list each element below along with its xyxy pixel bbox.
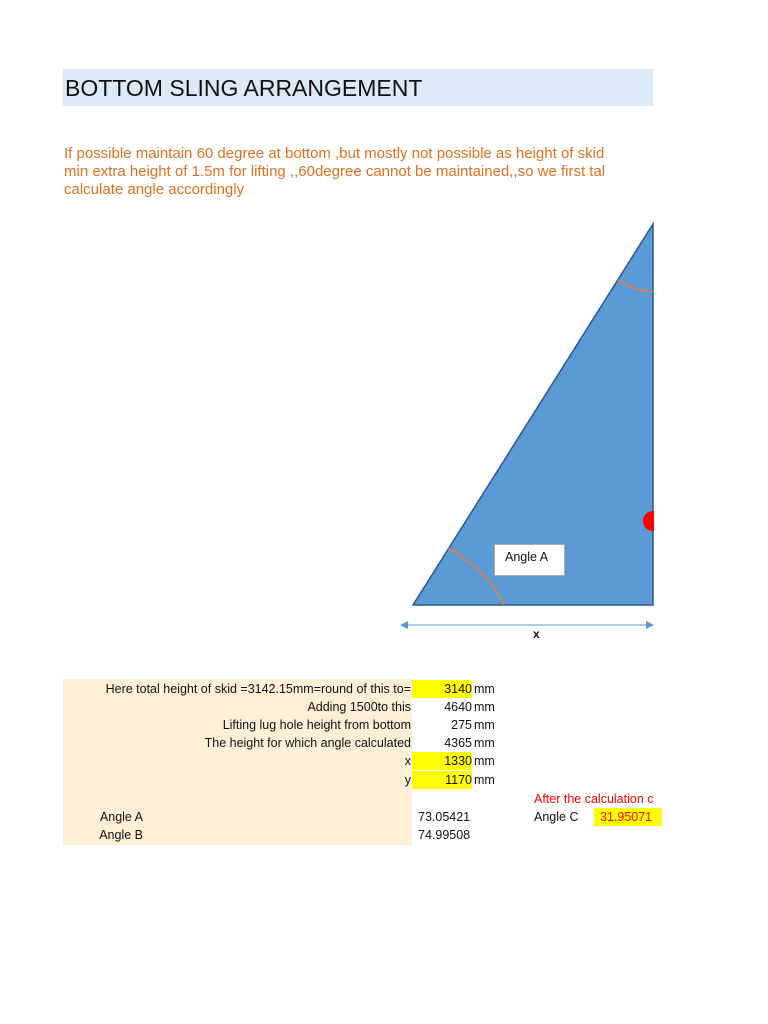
after-calculation-note: After the calculation c — [534, 792, 654, 806]
calc-row-value: 1330 — [412, 752, 472, 770]
x-dimension-label: x — [533, 627, 540, 641]
calc-row-value: 275 — [451, 718, 472, 732]
calc-row-label: x — [404, 754, 411, 768]
angle-c-label: Angle C — [534, 810, 579, 824]
page-title: BOTTOM SLING ARRANGEMENT — [65, 75, 423, 101]
angle-b-value: 74.99508 — [418, 828, 471, 842]
calc-row-label: y — [404, 773, 411, 787]
note-line-3: calculate angle accordingly — [64, 181, 245, 198]
calc-row-label: Lifting lug hole height from bottom — [222, 718, 411, 732]
calc-row-unit: mm — [474, 773, 495, 787]
calc-row-unit: mm — [474, 700, 495, 714]
angle-b-row — [0, 826, 500, 844]
angle-a-row — [0, 808, 500, 826]
calc-row-label: Adding 1500to this — [307, 700, 411, 714]
calc-row — [0, 716, 768, 734]
calc-row-label: Here total height of skid =3142.15mm=round of this to= — [105, 682, 411, 696]
angle-c-value: 31.95071 — [594, 808, 662, 826]
note-line-1: If possible maintain 60 degree at bottom ,but mostly not possible as height of skid — [64, 145, 605, 162]
calc-row-unit: mm — [474, 682, 495, 696]
calc-row — [0, 734, 768, 752]
note-line-2: min extra height of 1.5m for lifting ,,60degree cannot be maintained,,so we first tal — [64, 163, 606, 180]
angle-a-value: 73.05421 — [418, 810, 471, 824]
calc-row-value: 4365 — [444, 736, 472, 750]
calc-row-unit: mm — [474, 718, 495, 732]
angle-a-callout: Angle A — [494, 544, 565, 576]
calc-row-value: 4640 — [444, 700, 472, 714]
calc-row-value: 1170 — [412, 771, 472, 789]
calc-row — [0, 752, 768, 770]
calc-row — [0, 680, 768, 698]
calc-row-unit: mm — [474, 736, 495, 750]
calc-row — [0, 771, 768, 789]
calc-row — [0, 698, 768, 716]
calc-row-value: 3140 — [412, 680, 472, 698]
angle-a-label: Angle A — [99, 810, 143, 824]
calc-row-label: The height for which angle calculated — [204, 736, 411, 750]
angle-b-label: Angle B — [99, 828, 143, 842]
calc-row-unit: mm — [474, 754, 495, 768]
